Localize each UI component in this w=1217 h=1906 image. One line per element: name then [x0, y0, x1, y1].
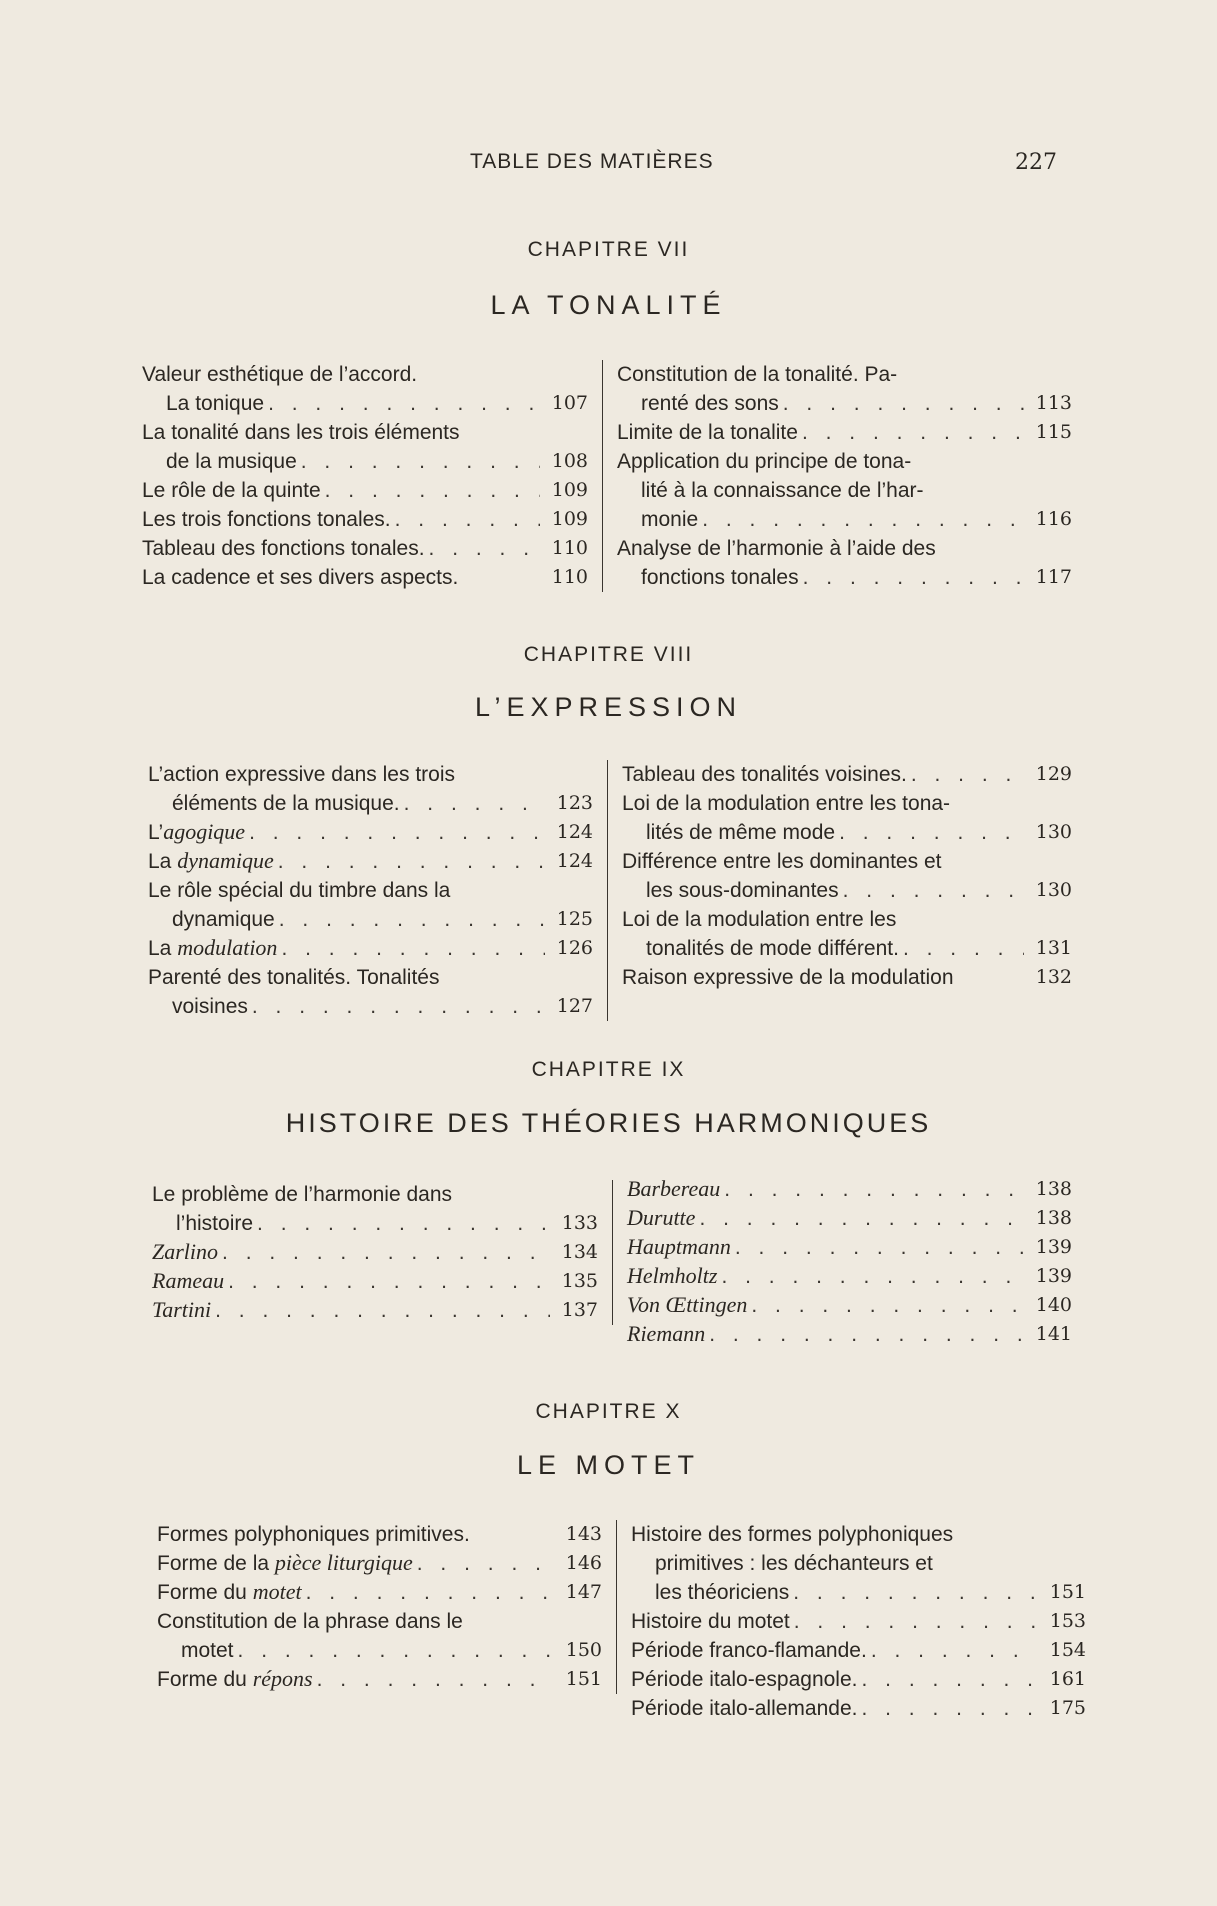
toc-entry-text: [152, 1295, 211, 1325]
toc-page-number: 133: [561, 1212, 598, 1234]
toc-page-number: 130: [1035, 821, 1072, 843]
toc-entry: [622, 847, 1072, 876]
toc-entry: [148, 934, 593, 963]
toc-entry-label: Histoire du motet: [631, 1610, 790, 1633]
toc-entry: [622, 789, 1072, 818]
leader-dots: [839, 876, 1024, 905]
toc-page-number: 138: [1035, 1207, 1072, 1229]
leader-dots: [717, 1262, 1024, 1291]
toc-entry-italic-label: Tartini: [152, 1297, 212, 1322]
leader-dots: [899, 934, 1024, 963]
leader-dots: [858, 1665, 1039, 1694]
toc-entry-label: motet: [181, 1639, 234, 1662]
chapter-label: CHAPITRE VII: [527, 238, 690, 261]
toc-entry-italic-label: Helmholtz: [627, 1263, 718, 1288]
toc-entry-label: Constitution de la tonalité. Pa-: [617, 363, 898, 386]
chapter-label: CHAPITRE VIII: [523, 643, 694, 666]
toc-page-number: 141: [1035, 1323, 1072, 1345]
toc-entry-text: [622, 760, 907, 789]
chapter-label: CHAPITRE X: [535, 1400, 682, 1423]
toc-entry: [142, 389, 588, 418]
leader-dots: [789, 1578, 1038, 1607]
toc-entry-label: Raison expressive de la modulation: [622, 966, 954, 989]
toc-entry-text: [142, 418, 540, 447]
toc-entry-italic-label: Rameau: [152, 1268, 225, 1293]
toc-page-number: 125: [556, 908, 593, 930]
toc-page-number: 113: [1035, 392, 1072, 414]
leader-dots: [705, 1320, 1024, 1349]
toc-entry-text: [157, 1607, 554, 1636]
toc-page-number: 110: [551, 537, 588, 559]
toc-page-number: 115: [1035, 421, 1072, 443]
toc-page-number: 175: [1049, 1697, 1086, 1719]
leader-dots: [321, 476, 540, 505]
toc-column-left: [152, 1180, 613, 1325]
toc-entry: [631, 1636, 1086, 1665]
toc-entry-label: Forme de la: [157, 1552, 275, 1575]
toc-page-number: 151: [1049, 1581, 1086, 1603]
leader-dots: [297, 447, 540, 476]
toc-entry-label: Valeur esthétique de l’accord.: [142, 363, 418, 386]
toc-entry-italic-label: Zarlino: [152, 1239, 219, 1264]
leader-dots: [835, 818, 1024, 847]
toc-entry-text: [148, 817, 245, 847]
toc-entry-label: La cadence et ses divers aspects.: [142, 566, 459, 589]
toc-entry-text: [148, 846, 274, 876]
toc-entry-label: Forme du: [157, 1581, 253, 1604]
toc-entry-text: [622, 905, 1024, 934]
toc-entry-text: [148, 933, 277, 963]
leader-dots: [224, 1267, 550, 1296]
toc-page-number: 153: [1049, 1610, 1086, 1632]
toc-entry-label: Parenté des tonalités. Tonalités: [148, 966, 440, 989]
toc-entry-text: [166, 447, 297, 476]
toc-column-right: [608, 760, 1072, 992]
leader-dots: [867, 1636, 1038, 1665]
toc-page-number: 107: [551, 392, 588, 414]
toc-entry-label: monie: [641, 508, 699, 531]
toc-entry: [157, 1578, 602, 1607]
toc-entry-label: La tonique: [166, 392, 265, 415]
toc-entry-label: tonalités de mode différent.: [646, 937, 899, 960]
toc-column-right: [603, 360, 1072, 592]
toc-entry-text: [152, 1180, 550, 1209]
leader-dots: [253, 1209, 550, 1238]
toc-column-left: [157, 1520, 617, 1694]
toc-entry-label: Période italo-espagnole.: [631, 1668, 858, 1691]
toc-entry: [631, 1665, 1086, 1694]
toc-entry-label: les théoriciens: [655, 1581, 790, 1604]
toc-entry-italic-label: Hauptmann: [627, 1234, 731, 1259]
toc-entry: [148, 905, 593, 934]
toc-entry: [157, 1636, 602, 1665]
toc-entry-label: La: [148, 937, 178, 960]
toc-entry-text: [646, 876, 839, 905]
running-head: TABLE DES MATIÈRES: [470, 150, 714, 173]
toc-entry: [622, 905, 1072, 934]
toc-entry-label: renté des sons: [641, 392, 779, 415]
toc-entry-italic-label: répons: [252, 1666, 313, 1691]
toc-page-number: 134: [561, 1241, 598, 1263]
toc-entry: [142, 418, 588, 447]
toc-entry-text: [622, 847, 1024, 876]
toc-entry: [617, 447, 1072, 476]
toc-page-number: 140: [1035, 1294, 1072, 1316]
chapter-title: LE MOTET: [516, 1450, 700, 1480]
toc-entry-text: [627, 1174, 720, 1204]
toc-entry: [142, 360, 588, 389]
leader-dots: [413, 1549, 554, 1578]
toc-entry-text: [646, 934, 899, 963]
toc-entry-text: [631, 1607, 790, 1636]
toc-entry-text: [157, 1520, 554, 1549]
toc-entry-text: [641, 476, 1024, 505]
leader-dots: [425, 534, 540, 563]
toc-entry-label: Période franco-flamande.: [631, 1639, 867, 1662]
leader-dots: [302, 1578, 554, 1607]
toc-entry-label: Différence entre les dominantes et: [622, 850, 942, 873]
toc-page-number: 161: [1049, 1668, 1086, 1690]
toc-entry: [631, 1694, 1086, 1723]
toc-entry-label: Le problème de l’harmonie dans: [152, 1183, 453, 1206]
toc-entry-label: de la musique: [166, 450, 297, 473]
toc-page-number: 131: [1035, 937, 1072, 959]
toc-entry: [627, 1320, 1072, 1349]
toc-entry-label: Tableau des tonalités voisines.: [622, 763, 907, 786]
toc-page-number: 124: [556, 821, 593, 843]
toc-entry-italic-label: modulation: [177, 935, 278, 960]
toc-entry-text: [181, 1636, 234, 1665]
toc-entry-label: Loi de la modulation entre les tona-: [622, 792, 951, 815]
toc-page-number: 126: [556, 937, 593, 959]
toc-page-number: 146: [565, 1552, 602, 1574]
leader-dots: [857, 1694, 1038, 1723]
toc-entry-text: [641, 505, 698, 534]
toc-entry-text: [631, 1694, 857, 1723]
toc-entry-text: [148, 760, 545, 789]
toc-entry: [627, 1175, 1072, 1204]
toc-entry-italic-label: Von Œttingen: [627, 1292, 748, 1317]
leader-dots: [798, 418, 1024, 447]
toc-entry-text: [148, 876, 545, 905]
leader-dots: [234, 1636, 554, 1665]
toc-entry-italic-label: pièce liturgique: [274, 1550, 413, 1575]
toc-entry: [152, 1267, 598, 1296]
toc-page-number: 132: [1035, 966, 1072, 988]
toc-entry-text: [627, 1203, 695, 1233]
toc-column-left: [142, 360, 603, 592]
toc-entry-text: [172, 992, 248, 1021]
toc-entry: [631, 1607, 1086, 1636]
toc-entry-text: [617, 418, 798, 447]
leader-dots: [747, 1291, 1024, 1320]
toc-entry-text: [148, 963, 545, 992]
toc-entry-label: L’: [148, 821, 164, 844]
toc-entry-italic-label: agogique: [163, 819, 246, 844]
toc-entry-label: dynamique: [172, 908, 275, 931]
toc-entry: [148, 876, 593, 905]
toc-entry-label: L’action expressive dans les trois: [148, 763, 455, 786]
toc-entry-text: [142, 505, 391, 534]
toc-entry: [157, 1665, 602, 1694]
toc-entry-text: [152, 1237, 218, 1267]
toc-entry-text: [627, 1232, 731, 1262]
leader-dots: [779, 389, 1024, 418]
toc-entry-label: primitives : les déchanteurs et: [655, 1552, 933, 1575]
toc-page-number: 110: [551, 566, 588, 588]
chapter-title: L’EXPRESSION: [474, 692, 743, 722]
toc-entry-text: [172, 905, 275, 934]
leader-dots: [313, 1665, 554, 1694]
toc-entry: [142, 505, 588, 534]
toc-entry-text: [655, 1549, 1038, 1578]
leader-dots: [391, 505, 540, 534]
toc-entry: [148, 818, 593, 847]
toc-entry-text: [631, 1636, 867, 1665]
leader-dots: [264, 389, 540, 418]
toc-entry: [627, 1262, 1072, 1291]
leader-dots: [799, 563, 1024, 592]
toc-entry: [152, 1209, 598, 1238]
toc-entry-label: lité à la connaissance de l’har-: [641, 479, 924, 502]
toc-entry: [627, 1233, 1072, 1262]
toc-entry-text: [622, 963, 1024, 992]
toc-entry-label: Constitution de la phrase dans le: [157, 1610, 463, 1633]
toc-column-right: [613, 1175, 1072, 1349]
leader-dots: [275, 905, 545, 934]
toc-entry-text: [617, 447, 1024, 476]
toc-entry-label: Application du principe de tona-: [617, 450, 912, 473]
toc-entry-label: Analyse de l’harmonie à l’aide des: [617, 537, 936, 560]
toc-entry-text: [157, 1664, 313, 1694]
toc-entry: [622, 876, 1072, 905]
toc-entry: [617, 534, 1072, 563]
toc-page-number: 116: [1035, 508, 1072, 530]
toc-entry-italic-label: Barbereau: [627, 1176, 721, 1201]
toc-entry-label: l’histoire: [176, 1212, 254, 1235]
toc-page-number: 109: [551, 508, 588, 530]
toc-entry-label: les sous-dominantes: [646, 879, 839, 902]
toc-entry-text: [142, 563, 540, 592]
toc-entry-text: [627, 1290, 747, 1320]
toc-entry: [617, 360, 1072, 389]
toc-entry: [148, 963, 593, 992]
leader-dots: [720, 1175, 1024, 1204]
toc-entry: [148, 789, 593, 818]
toc-entry: [617, 389, 1072, 418]
toc-entry-text: [142, 476, 321, 505]
toc-entry-text: [622, 789, 1024, 818]
toc-page-number: 139: [1035, 1265, 1072, 1287]
toc-page-number: 109: [551, 479, 588, 501]
toc-entry-italic-label: dynamique: [177, 848, 274, 873]
toc-entry-text: [142, 534, 425, 563]
toc-page-number: 151: [565, 1668, 602, 1690]
toc-entry-label: Limite de la tonalite: [617, 421, 798, 444]
toc-page-number: 147: [565, 1581, 602, 1603]
toc-entry: [622, 818, 1072, 847]
toc-entry-text: [631, 1665, 858, 1694]
toc-entry: [142, 476, 588, 505]
toc-entry-text: [172, 789, 400, 818]
toc-entry-label: La: [148, 850, 178, 873]
toc-page-number: 130: [1035, 879, 1072, 901]
toc-page-number: 123: [556, 792, 593, 814]
toc-entry: [627, 1291, 1072, 1320]
toc-entry-label: voisines: [172, 995, 248, 1018]
toc-page-number: 129: [1035, 763, 1072, 785]
toc-entry-italic-label: Riemann: [627, 1321, 706, 1346]
toc-entry: [617, 563, 1072, 592]
leader-dots: [698, 505, 1024, 534]
toc-entry-text: [641, 563, 799, 592]
toc-entry-text: [152, 1266, 224, 1296]
toc-entry-label: La tonalité dans les trois éléments: [142, 421, 460, 444]
toc-entry-text: [176, 1209, 253, 1238]
toc-entry: [148, 760, 593, 789]
toc-entry: [617, 476, 1072, 505]
chapter-title: LA TONALITÉ: [490, 290, 727, 320]
toc-entry: [622, 934, 1072, 963]
toc-entry: [152, 1296, 598, 1325]
toc-entry: [152, 1180, 598, 1209]
toc-entry-text: [157, 1577, 302, 1607]
toc-entry-italic-label: motet: [252, 1579, 302, 1604]
toc-column-right: [617, 1520, 1086, 1723]
toc-entry-text: [617, 534, 1024, 563]
leader-dots: [790, 1607, 1038, 1636]
toc-entry-label: éléments de la musique.: [172, 792, 400, 815]
toc-entry-label: lités de même mode: [646, 821, 836, 844]
toc-entry-text: [157, 1548, 413, 1578]
toc-page-number: 108: [551, 450, 588, 472]
chapter-title: HISTOIRE DES THÉORIES HARMONIQUES: [285, 1108, 932, 1138]
toc-page-number: 117: [1035, 566, 1072, 588]
toc-entry-label: Loi de la modulation entre les: [622, 908, 897, 931]
toc-page-number: 124: [556, 850, 593, 872]
toc-entry-italic-label: Durutte: [627, 1205, 696, 1230]
toc-entry-label: Histoire des formes polyphoniques: [631, 1523, 954, 1546]
toc-entry-text: [631, 1520, 1038, 1549]
leader-dots: [248, 992, 545, 1021]
toc-entry-text: [655, 1578, 789, 1607]
toc-page-number: 127: [556, 995, 593, 1017]
page-number: 227: [1015, 150, 1057, 175]
toc-entry: [142, 563, 588, 592]
leader-dots: [211, 1296, 550, 1325]
leader-dots: [400, 789, 545, 818]
toc-entry: [148, 847, 593, 876]
toc-entry-label: Le rôle spécial du timbre dans la: [148, 879, 451, 902]
leader-dots: [695, 1204, 1024, 1233]
toc-entry-text: [627, 1319, 705, 1349]
toc-entry: [157, 1549, 602, 1578]
toc-entry: [631, 1549, 1086, 1578]
toc-entry-label: Période italo-allemande.: [631, 1697, 858, 1720]
toc-page-number: 150: [565, 1639, 602, 1661]
toc-entry-label: fonctions tonales: [641, 566, 799, 589]
toc-entry: [152, 1238, 598, 1267]
leader-dots: [245, 818, 545, 847]
chapter-label: CHAPITRE IX: [531, 1058, 686, 1081]
toc-entry-text: [142, 360, 540, 389]
toc-page-number: 137: [561, 1299, 598, 1321]
toc-entry-text: [617, 360, 1024, 389]
toc-entry-label: Forme du: [157, 1668, 253, 1691]
toc-column-left: [148, 760, 608, 1021]
toc-entry-text: [627, 1261, 717, 1291]
leader-dots: [218, 1238, 550, 1267]
leader-dots: [731, 1233, 1024, 1262]
toc-entry: [617, 505, 1072, 534]
toc-entry-label: Tableau des fonctions tonales.: [142, 537, 425, 560]
toc-entry-text: [641, 389, 779, 418]
toc-entry-label: Le rôle de la quinte: [142, 479, 321, 502]
leader-dots: [277, 934, 545, 963]
toc-entry: [622, 760, 1072, 789]
toc-entry-text: [646, 818, 835, 847]
toc-entry: [142, 447, 588, 476]
toc-page-number: 135: [561, 1270, 598, 1292]
leader-dots: [907, 760, 1024, 789]
toc-entry: [631, 1578, 1086, 1607]
toc-page-number: 138: [1035, 1178, 1072, 1200]
toc-page-number: 139: [1035, 1236, 1072, 1258]
toc-page-number: 154: [1049, 1639, 1086, 1661]
toc-entry: [142, 534, 588, 563]
toc-entry-label: Les trois fonctions tonales.: [142, 508, 391, 531]
toc-entry-text: [166, 389, 264, 418]
toc-entry: [622, 963, 1072, 992]
toc-entry: [157, 1520, 602, 1549]
toc-entry: [627, 1204, 1072, 1233]
toc-entry-label: Formes polyphoniques primitives.: [157, 1523, 470, 1546]
toc-entry: [157, 1607, 602, 1636]
toc-entry: [617, 418, 1072, 447]
toc-page-number: 143: [565, 1523, 602, 1545]
toc-entry: [631, 1520, 1086, 1549]
toc-entry: [148, 992, 593, 1021]
leader-dots: [274, 847, 545, 876]
